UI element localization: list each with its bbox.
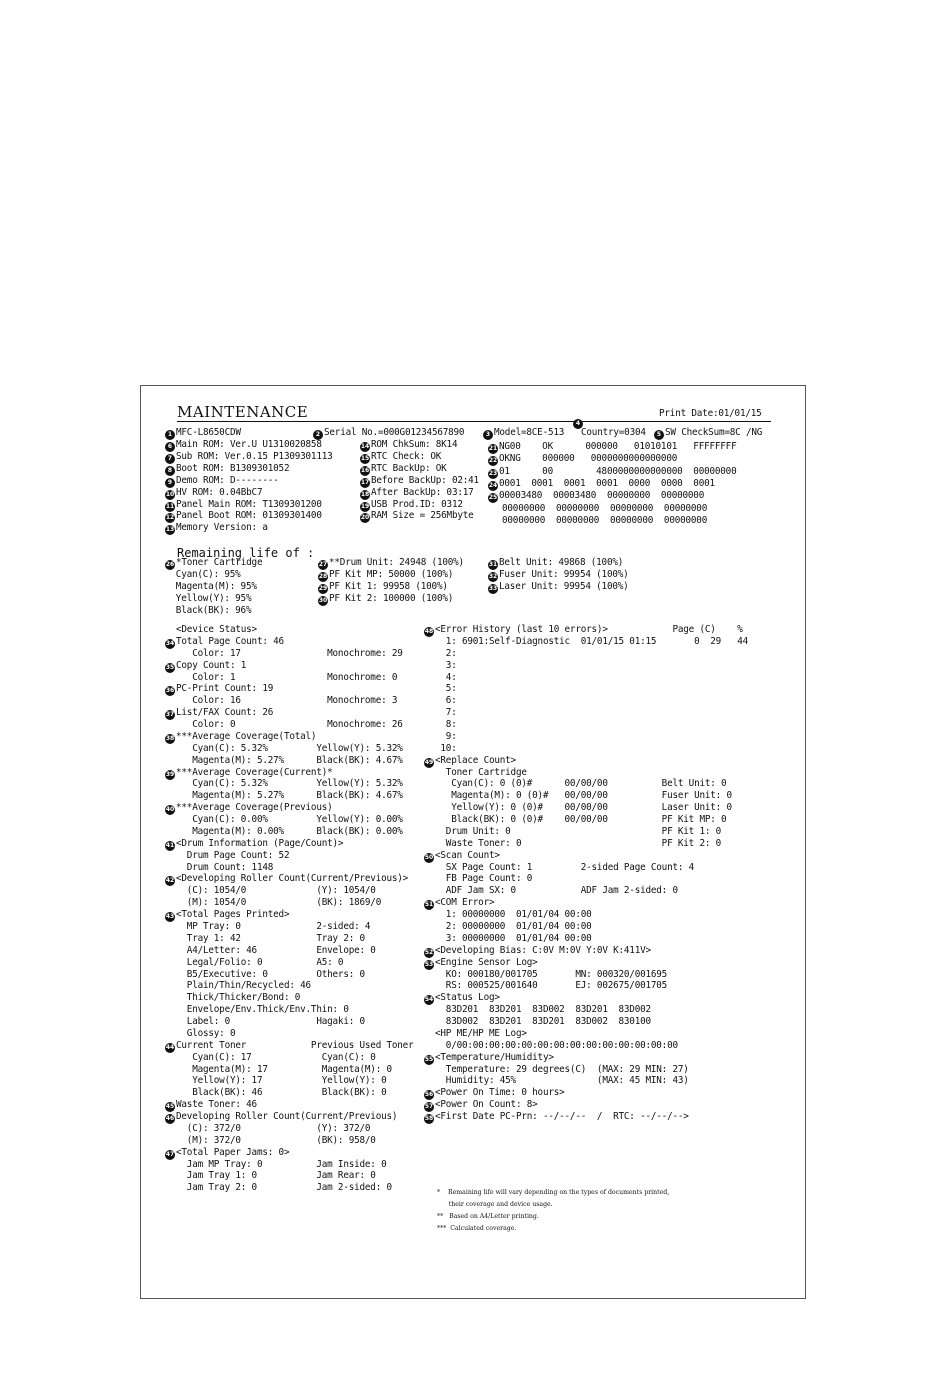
callout-number: 54 bbox=[424, 996, 434, 1004]
line-text: <Error History (last 10 errors)> Page (C) % bbox=[435, 624, 743, 635]
toner-life-line bbox=[165, 605, 251, 616]
error-log-line bbox=[424, 1111, 689, 1124]
line-text: <Power On Time: 0 hours> bbox=[435, 1087, 565, 1099]
line-text: Cyan(C): 95% bbox=[165, 568, 241, 580]
callout-number: 35 bbox=[165, 663, 175, 671]
device-status-line bbox=[176, 992, 300, 1003]
error-log-line bbox=[435, 778, 726, 789]
line-text: Magenta(M): 0.00% Black(BK): 0.00% bbox=[176, 825, 403, 837]
footnote: *** Calculated coverage. bbox=[437, 1225, 517, 1232]
callout-number: 29 bbox=[318, 584, 328, 592]
header-info-line bbox=[581, 427, 646, 438]
callout-number: 57 bbox=[424, 1103, 434, 1111]
callout-number: 26 bbox=[165, 561, 175, 568]
line-text: 01 00 4800000000000000 00000000 bbox=[499, 465, 737, 477]
device-status-line bbox=[176, 957, 343, 968]
line-text: Panel Boot ROM: 01309301400 bbox=[176, 510, 322, 522]
line-text: ***Average Coverage(Previous) bbox=[176, 802, 333, 814]
device-status-line bbox=[176, 695, 397, 706]
line-text: Model=8CE-513 bbox=[494, 427, 565, 438]
line-text: Jam MP Tray: 0 Jam Inside: 0 bbox=[176, 1158, 387, 1170]
line-text: Black(BK): 0 (0)# 00/00/00 PF Kit MP: 0 bbox=[435, 814, 727, 826]
line-text: RS: 000525/001640 EJ: 002675/001705 bbox=[435, 980, 668, 992]
error-log-line bbox=[435, 885, 678, 896]
callout-number: 20 bbox=[360, 514, 370, 522]
error-log-line bbox=[435, 1028, 527, 1039]
callout-number: 47 bbox=[165, 1150, 175, 1158]
line-text: Country=0304 bbox=[581, 427, 646, 438]
line-text: Developing Roller Count(Current/Previous) bbox=[176, 1111, 398, 1123]
line-text: Plain/Thin/Recycled: 46 bbox=[176, 980, 311, 992]
line-text: Sub ROM: Ver.0.15 P1309301113 bbox=[176, 450, 333, 462]
line-text: 2: 00000000 01/01/04 00:00 bbox=[435, 921, 592, 932]
error-log-line bbox=[435, 826, 721, 837]
callout-number: 3 bbox=[483, 430, 493, 440]
error-log-line bbox=[435, 1004, 651, 1015]
line-text: 5: bbox=[435, 683, 457, 695]
line-text: 8: bbox=[435, 719, 457, 731]
line-text: Magenta(M): 17 Magenta(M): 0 bbox=[176, 1063, 392, 1075]
line-text: <Device Status> bbox=[176, 624, 257, 635]
callout-number: 33 bbox=[488, 584, 498, 592]
callout-number: 49 bbox=[424, 758, 434, 766]
callout-number: 8 bbox=[165, 466, 175, 476]
line-text: Fuser Unit: 99954 (100%) bbox=[499, 568, 629, 580]
line-text: 4: bbox=[435, 671, 457, 683]
line-text: 00000000 00000000 00000000 00000000 bbox=[502, 514, 708, 526]
device-status-line bbox=[176, 624, 257, 635]
device-status-line bbox=[176, 719, 403, 730]
error-log-line bbox=[435, 862, 694, 873]
error-log-line bbox=[435, 731, 457, 742]
error-log-line bbox=[435, 636, 748, 647]
device-status-line bbox=[176, 862, 273, 873]
error-log-line bbox=[435, 743, 457, 754]
device-status-line bbox=[176, 1123, 370, 1134]
callout-number: 10 bbox=[165, 490, 175, 498]
device-status-line bbox=[176, 743, 403, 754]
line-text: Drum Unit: 0 PF Kit 1: 0 bbox=[435, 825, 722, 837]
callout-number: 21 bbox=[488, 445, 498, 452]
check-line bbox=[360, 510, 474, 523]
callout-number: 58 bbox=[424, 1115, 434, 1123]
line-text: Belt Unit: 49868 (100%) bbox=[499, 557, 624, 568]
callout-number: 53 bbox=[424, 960, 434, 968]
line-text: <Engine Sensor Log> bbox=[435, 956, 538, 968]
callout-number: 16 bbox=[360, 466, 370, 474]
line-text: Black(BK): 96% bbox=[165, 604, 252, 616]
line-text: A4/Letter: 46 Envelope: 0 bbox=[176, 944, 376, 956]
error-log-line bbox=[435, 1016, 651, 1027]
callout-number: 42 bbox=[165, 877, 175, 885]
line-text: Waste Toner: 46 bbox=[176, 1099, 257, 1111]
callout-number: 30 bbox=[318, 596, 328, 604]
line-text: Magenta(M): 0 (0)# 00/00/00 Fuser Unit: 0 bbox=[435, 790, 732, 802]
diagnostic-line bbox=[502, 503, 707, 514]
firmware-line bbox=[165, 522, 268, 535]
error-log-line bbox=[435, 695, 457, 706]
line-text: Memory Version: a bbox=[176, 522, 268, 534]
error-log-line bbox=[435, 909, 592, 920]
line-text: 1: 00000000 01/01/04 00:00 bbox=[435, 909, 592, 921]
line-text: 2: bbox=[435, 647, 457, 659]
line-text: Glossy: 0 bbox=[176, 1027, 236, 1039]
callout-number: 39 bbox=[165, 770, 175, 778]
callout-number: 28 bbox=[318, 572, 328, 580]
toner-life-line bbox=[165, 569, 241, 580]
callout-number: 24 bbox=[488, 481, 498, 489]
line-text: Laser Unit: 99954 (100%) bbox=[499, 580, 629, 592]
toner-life-line bbox=[165, 593, 251, 604]
line-text: Yellow(Y): 0 (0)# 00/00/00 Laser Unit: 0 bbox=[435, 802, 732, 814]
device-status-line bbox=[176, 1087, 387, 1098]
device-status-line bbox=[176, 1016, 365, 1027]
error-log-line bbox=[435, 802, 732, 813]
line-text: MP Tray: 0 2-sided: 4 bbox=[176, 921, 371, 932]
error-log-line bbox=[435, 719, 457, 730]
line-text: Thick/Thicker/Bond: 0 bbox=[176, 992, 301, 1004]
device-status-line bbox=[176, 1159, 387, 1170]
line-text: USB Prod.ID: 0312 bbox=[371, 498, 463, 510]
line-text: 9: bbox=[435, 730, 457, 742]
footnote: their coverage and device usage. bbox=[437, 1201, 553, 1208]
remaining-life-heading: Remaining life of : bbox=[177, 546, 315, 560]
line-text: <Developing Roller Count(Current/Previous)> bbox=[176, 873, 409, 885]
line-text: (M): 1054/0 (BK): 1869/0 bbox=[176, 897, 382, 909]
diagnostic-line bbox=[488, 466, 736, 479]
line-text: <Scan Count> bbox=[435, 849, 500, 861]
callout-number: 27 bbox=[318, 561, 328, 568]
device-status-line bbox=[176, 945, 376, 956]
line-text: RAM Size = 256Mbyte bbox=[371, 510, 474, 522]
callout-number: 41 bbox=[165, 841, 175, 849]
callout-number: 23 bbox=[488, 469, 498, 477]
diagnostic-line bbox=[488, 490, 704, 503]
callout-number: 2 bbox=[313, 430, 323, 440]
device-status-line bbox=[176, 921, 370, 932]
callout-number: 25 bbox=[488, 494, 498, 502]
device-status-line bbox=[176, 897, 381, 908]
callout-number: 7 bbox=[165, 454, 175, 464]
callout-number: 40 bbox=[165, 806, 175, 814]
callout-number: 5 bbox=[654, 430, 664, 440]
callout-number: 34 bbox=[165, 639, 175, 647]
line-text: RTC BackUp: OK bbox=[371, 462, 447, 474]
callout-number: 46 bbox=[165, 1115, 175, 1123]
callout-number: 55 bbox=[424, 1055, 434, 1063]
line-text: NG00 OK 000000 01010101 FFFFFFFF bbox=[499, 441, 737, 452]
line-text: <Power On Count: 8> bbox=[435, 1099, 538, 1111]
callout-number: 12 bbox=[165, 514, 175, 522]
callout-number: 50 bbox=[424, 853, 434, 861]
line-text: Before BackUp: 02:41 bbox=[371, 474, 479, 486]
line-text: Temperature: 29 degrees(C) (MAX: 29 MIN: 27) bbox=[435, 1063, 689, 1075]
line-text: Humidity: 45% (MAX: 45 MIN: 43) bbox=[435, 1075, 689, 1087]
line-text: Magenta(M): 95% bbox=[165, 580, 257, 592]
error-log-line bbox=[435, 921, 592, 932]
line-text: Panel Main ROM: T1309301200 bbox=[176, 498, 322, 510]
device-status-line bbox=[176, 778, 403, 789]
line-text: Total Page Count: 46 bbox=[176, 635, 284, 647]
line-text: Magenta(M): 5.27% Black(BK): 4.67% bbox=[176, 754, 403, 766]
device-status-line bbox=[176, 885, 376, 896]
line-text: ***Average Coverage(Current)* bbox=[176, 766, 333, 778]
line-text: <Total Paper Jams: 0> bbox=[176, 1146, 290, 1158]
callout-number: 36 bbox=[165, 687, 175, 695]
line-text: 3: bbox=[435, 659, 457, 671]
device-status-line bbox=[176, 648, 403, 659]
error-log-line bbox=[435, 969, 667, 980]
line-text: Color: 1 Monochrome: 0 bbox=[176, 671, 398, 683]
line-text: Color: 16 Monochrome: 3 bbox=[176, 695, 398, 707]
line-text: <Replace Count> bbox=[435, 754, 516, 766]
print-date: Print Date:01/01/15 bbox=[659, 408, 762, 419]
line-text: (C): 372/0 (Y): 372/0 bbox=[176, 1122, 371, 1134]
device-status-line bbox=[176, 1075, 387, 1086]
callout-marker: 4 bbox=[573, 419, 583, 429]
error-log-line bbox=[435, 1040, 678, 1051]
callout-number: 22 bbox=[488, 457, 498, 465]
device-status-line bbox=[176, 1135, 376, 1146]
callout-number: 31 bbox=[488, 561, 498, 568]
callout-number: 15 bbox=[360, 454, 370, 462]
line-text: <Drum Information (Page/Count)> bbox=[176, 837, 344, 849]
line-text: Cyan(C): 0.00% Yellow(Y): 0.00% bbox=[176, 814, 403, 826]
device-status-line bbox=[176, 969, 365, 980]
line-text: PF Kit MP: 50000 (100%) bbox=[329, 568, 454, 580]
line-text: MFC-L8650CDW bbox=[176, 427, 241, 438]
line-text: 0001 0001 0001 0001 0000 0000 0001 bbox=[499, 477, 715, 489]
line-text: PF Kit 1: 99958 (100%) bbox=[329, 580, 448, 592]
callout-number: 17 bbox=[360, 478, 370, 486]
error-log-line bbox=[435, 660, 457, 671]
callout-number: 44 bbox=[165, 1043, 175, 1051]
device-status-line bbox=[176, 672, 397, 683]
line-text: **Drum Unit: 24948 (100%) bbox=[329, 557, 464, 568]
line-text: PC-Print Count: 19 bbox=[176, 683, 274, 695]
line-text: ROM ChkSum: 8K14 bbox=[371, 439, 458, 450]
diagnostic-line bbox=[488, 478, 715, 491]
line-text: Color: 17 Monochrome: 29 bbox=[176, 647, 403, 659]
line-text: <Developing Bias: C:0V M:0V Y:0V K:411V> bbox=[435, 944, 651, 956]
callout-number: 19 bbox=[360, 502, 370, 510]
device-status-line bbox=[176, 1064, 392, 1075]
line-text: Black(BK): 46 Black(BK): 0 bbox=[176, 1087, 387, 1099]
footnote: * Remaining life will vary depending on the types of documents printed, bbox=[437, 1189, 670, 1196]
line-text: Magenta(M): 5.27% Black(BK): 4.67% bbox=[176, 790, 403, 802]
line-text: 0/00:00:00:00:00:00:00:00:00:00:00:00:00:00 bbox=[435, 1039, 678, 1051]
line-text: 3: 00000000 01/01/04 00:00 bbox=[435, 932, 592, 944]
callout-number: 11 bbox=[165, 502, 175, 510]
line-text: Current Toner Previous Used Toner bbox=[176, 1039, 414, 1051]
line-text: 00003480 00003480 00000000 00000000 bbox=[499, 490, 705, 502]
line-text: Yellow(Y): 95% bbox=[165, 592, 252, 604]
line-text: SW CheckSum=8C /NG bbox=[665, 427, 763, 438]
callout-number: 18 bbox=[360, 490, 370, 498]
line-text: Tray 1: 42 Tray 2: 0 bbox=[176, 932, 365, 944]
line-text: Drum Count: 1148 bbox=[176, 861, 274, 873]
error-log-line bbox=[435, 933, 592, 944]
line-text: SX Page Count: 1 2-sided Page Count: 4 bbox=[435, 861, 695, 873]
callout-number: 6 bbox=[165, 442, 175, 452]
line-text: 83D002 83D201 83D201 83D002 830100 bbox=[435, 1016, 651, 1028]
line-text: RTC Check: OK bbox=[371, 450, 442, 462]
header-info-line bbox=[483, 427, 564, 440]
toner-life-line bbox=[165, 581, 257, 592]
line-text: Color: 0 Monochrome: 26 bbox=[176, 719, 403, 731]
error-log-line bbox=[435, 707, 457, 718]
callout-number: 38 bbox=[165, 734, 175, 742]
line-text: Drum Page Count: 52 bbox=[176, 849, 290, 861]
error-log-line bbox=[435, 767, 527, 778]
error-log-line bbox=[435, 873, 532, 884]
device-status-line bbox=[176, 1052, 376, 1063]
footnote: ** Based on A4/Letter printing. bbox=[437, 1213, 539, 1220]
callout-number: 32 bbox=[488, 572, 498, 580]
line-text: Main ROM: Ver.U U1310020858 bbox=[176, 439, 322, 450]
line-text: 6: bbox=[435, 695, 457, 707]
belt-fuser-life-line bbox=[488, 581, 629, 594]
callout-number: 37 bbox=[165, 711, 175, 719]
title-rule bbox=[177, 421, 771, 422]
callout-number: 56 bbox=[424, 1091, 434, 1099]
line-text: FB Page Count: 0 bbox=[435, 873, 533, 885]
device-status-line bbox=[176, 1004, 349, 1015]
line-text: 83D201 83D201 83D002 83D201 83D002 bbox=[435, 1004, 651, 1016]
line-text: 10: bbox=[435, 742, 457, 754]
header-info-line bbox=[654, 427, 762, 440]
line-text: <HP ME/HP ME Log> bbox=[435, 1027, 527, 1039]
device-status-line bbox=[176, 1182, 392, 1193]
error-log-line bbox=[435, 838, 721, 849]
line-text: Yellow(Y): 17 Yellow(Y): 0 bbox=[176, 1075, 387, 1087]
error-log-line bbox=[435, 814, 726, 825]
device-status-line bbox=[176, 814, 403, 825]
line-text: Toner Cartridge bbox=[435, 766, 527, 778]
line-text: Waste Toner: 0 PF Kit 2: 0 bbox=[435, 837, 722, 849]
device-status-line bbox=[176, 933, 365, 944]
line-text: Boot ROM: B1309301052 bbox=[176, 462, 290, 474]
error-log-line bbox=[435, 790, 732, 801]
drum-pf-life-line bbox=[318, 593, 453, 606]
line-text: <COM Error> bbox=[435, 897, 495, 909]
callout-number: 9 bbox=[165, 478, 175, 488]
line-text: After BackUp: 03:17 bbox=[371, 486, 474, 498]
line-text: 00000000 00000000 00000000 00000000 bbox=[502, 502, 708, 514]
error-log-line bbox=[435, 648, 457, 659]
line-text: <Status Log> bbox=[435, 992, 500, 1004]
error-log-line bbox=[435, 683, 457, 694]
line-text: ***Average Coverage(Total) bbox=[176, 730, 317, 742]
callout-number: 13 bbox=[165, 526, 175, 534]
device-status-line bbox=[176, 790, 403, 801]
line-text: <Total Pages Printed> bbox=[176, 909, 290, 921]
device-status-line bbox=[176, 755, 403, 766]
callout-number: 48 bbox=[424, 628, 434, 635]
line-text: (M): 372/0 (BK): 958/0 bbox=[176, 1134, 376, 1146]
line-text: Cyan(C): 5.32% Yellow(Y): 5.32% bbox=[176, 778, 403, 790]
line-text: <First Date PC-Prn: --/--/-- / RTC: --/--/--> bbox=[435, 1111, 689, 1123]
callout-number: 45 bbox=[165, 1103, 175, 1111]
report-title: MAINTENANCE bbox=[177, 403, 309, 421]
device-status-line bbox=[176, 826, 403, 837]
line-text: 1: 6901:Self-Diagnostic 01/01/15 01:15 0 29 44 bbox=[435, 635, 749, 647]
diagnostic-line bbox=[488, 453, 677, 466]
line-text: Legal/Folio: 0 A5: 0 bbox=[176, 956, 344, 968]
line-text: Cyan(C): 0 (0)# 00/00/00 Belt Unit: 0 bbox=[435, 778, 727, 790]
line-text: Jam Tray 1: 0 Jam Rear: 0 bbox=[176, 1170, 376, 1182]
callout-number: 51 bbox=[424, 901, 434, 909]
line-text: KO: 000180/001705 MN: 000320/001695 bbox=[435, 968, 668, 980]
device-status-line bbox=[176, 980, 311, 991]
callout-number: 43 bbox=[165, 913, 175, 921]
callout-number: 14 bbox=[360, 443, 370, 450]
line-text: Label: 0 Hagaki: 0 bbox=[176, 1016, 365, 1028]
error-log-line bbox=[435, 1064, 689, 1075]
line-text: Copy Count: 1 bbox=[176, 659, 247, 671]
diagnostic-line bbox=[502, 515, 707, 526]
diagnostic-line bbox=[488, 441, 736, 454]
device-status-line bbox=[176, 1170, 376, 1181]
line-text: <Temperature/Humidity> bbox=[435, 1051, 554, 1063]
line-text: Jam Tray 2: 0 Jam 2-sided: 0 bbox=[176, 1182, 392, 1194]
line-text: B5/Executive: 0 Others: 0 bbox=[176, 968, 365, 980]
line-text: *Toner Cartridge bbox=[176, 557, 263, 568]
line-text: OKNG 000000 0000000000000000 bbox=[499, 453, 678, 465]
line-text: HV ROM: 0.04BbC7 bbox=[176, 486, 263, 498]
line-text: Cyan(C): 5.32% Yellow(Y): 5.32% bbox=[176, 742, 403, 754]
callout-number: 52 bbox=[424, 948, 434, 956]
line-text: Demo ROM: D-------- bbox=[176, 474, 279, 486]
error-log-line bbox=[435, 672, 457, 683]
error-log-line bbox=[435, 1075, 689, 1086]
line-text: (C): 1054/0 (Y): 1054/0 bbox=[176, 885, 376, 897]
line-text: ADF Jam SX: 0 ADF Jam 2-sided: 0 bbox=[435, 885, 678, 897]
line-text: List/FAX Count: 26 bbox=[176, 707, 274, 719]
line-text: 7: bbox=[435, 707, 457, 719]
device-status-line bbox=[176, 1028, 235, 1039]
line-text: Cyan(C): 17 Cyan(C): 0 bbox=[176, 1051, 376, 1063]
line-text: Envelope/Env.Thick/Env.Thin: 0 bbox=[176, 1004, 349, 1016]
device-status-line bbox=[176, 850, 289, 861]
line-text: PF Kit 2: 100000 (100%) bbox=[329, 592, 454, 604]
error-log-line bbox=[435, 980, 667, 991]
callout-number: 1 bbox=[165, 430, 175, 440]
line-text: Serial No.=000G01234567890 bbox=[324, 427, 465, 438]
